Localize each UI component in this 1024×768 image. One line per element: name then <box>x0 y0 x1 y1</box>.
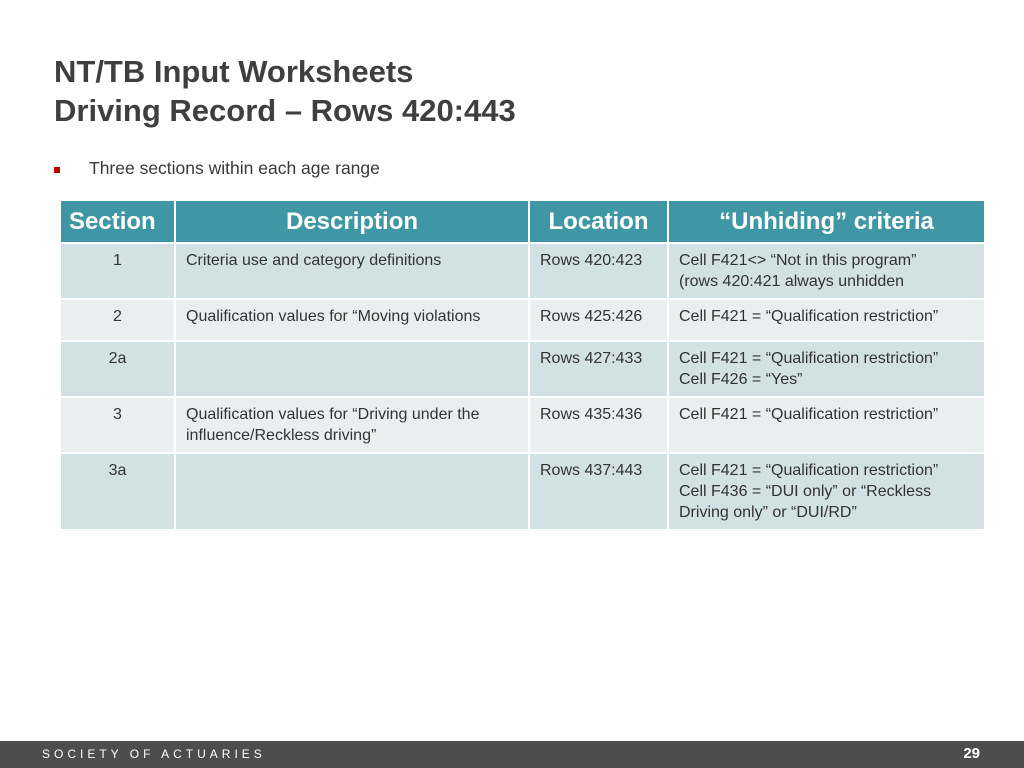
cell-criteria-line: (rows 420:421 always unhidden <box>679 273 905 290</box>
cell-criteria <box>668 397 985 453</box>
cell-location: Rows 425:426 <box>529 299 668 341</box>
cell-description-line: influence/Reckless driving” <box>186 427 377 444</box>
header-location: Location <box>529 200 668 243</box>
cell-section: 1 <box>60 243 175 299</box>
footer-bar <box>0 741 1024 768</box>
cell-criteria-line: Driving only” or “DUI/RD” <box>679 504 857 521</box>
table-row <box>60 341 985 397</box>
cell-description-line: Qualification values for “Driving under the <box>186 406 480 423</box>
slide-title-line1: NT/TB Input Worksheets <box>54 54 414 89</box>
bullet-text: Three sections within each age range <box>89 158 380 178</box>
cell-criteria-line: Cell F421 = “Qualification restriction” <box>679 308 939 325</box>
bullet-item <box>54 158 380 179</box>
cell-criteria-line: Cell F421 = “Qualification restriction” <box>679 462 939 479</box>
cell-section: 2a <box>60 341 175 397</box>
cell-description <box>175 453 529 530</box>
cell-section: 3a <box>60 453 175 530</box>
cell-description <box>175 243 529 299</box>
cell-location: Rows 437:443 <box>529 453 668 530</box>
header-section: Section <box>60 200 175 243</box>
cell-criteria-line: Cell F436 = “DUI only” or “Reckless <box>679 483 932 500</box>
slide-title-line2: Driving Record – Rows 420:443 <box>54 93 516 128</box>
footer-brand: SOCIETY OF ACTUARIES <box>42 747 266 761</box>
table-row <box>60 453 985 530</box>
slide-title <box>54 52 516 130</box>
cell-description <box>175 341 529 397</box>
cell-description-line: Criteria use and category definitions <box>186 252 442 269</box>
cell-location: Rows 427:433 <box>529 341 668 397</box>
cell-criteria-line: Cell F426 = “Yes” <box>679 371 803 388</box>
cell-location: Rows 420:423 <box>529 243 668 299</box>
table-row <box>60 243 985 299</box>
sections-table <box>59 199 986 531</box>
cell-criteria-line: Cell F421 = “Qualification restriction” <box>679 350 939 367</box>
header-description: Description <box>175 200 529 243</box>
cell-criteria-line: Cell F421 = “Qualification restriction” <box>679 406 939 423</box>
table-header-row <box>60 200 985 243</box>
bullet-square-icon <box>54 167 60 173</box>
cell-criteria <box>668 243 985 299</box>
table-row <box>60 397 985 453</box>
cell-description-line: Qualification values for “Moving violations <box>186 308 481 325</box>
header-unhiding-criteria: “Unhiding” criteria <box>668 200 985 243</box>
cell-description <box>175 397 529 453</box>
cell-location: Rows 435:436 <box>529 397 668 453</box>
cell-description <box>175 299 529 341</box>
table-row <box>60 299 985 341</box>
cell-criteria <box>668 453 985 530</box>
cell-criteria <box>668 341 985 397</box>
page-number: 29 <box>963 745 980 762</box>
cell-criteria-line: Cell F421<> “Not in this program” <box>679 252 917 269</box>
cell-section: 2 <box>60 299 175 341</box>
cell-criteria <box>668 299 985 341</box>
cell-section: 3 <box>60 397 175 453</box>
bullet-list <box>54 158 380 179</box>
